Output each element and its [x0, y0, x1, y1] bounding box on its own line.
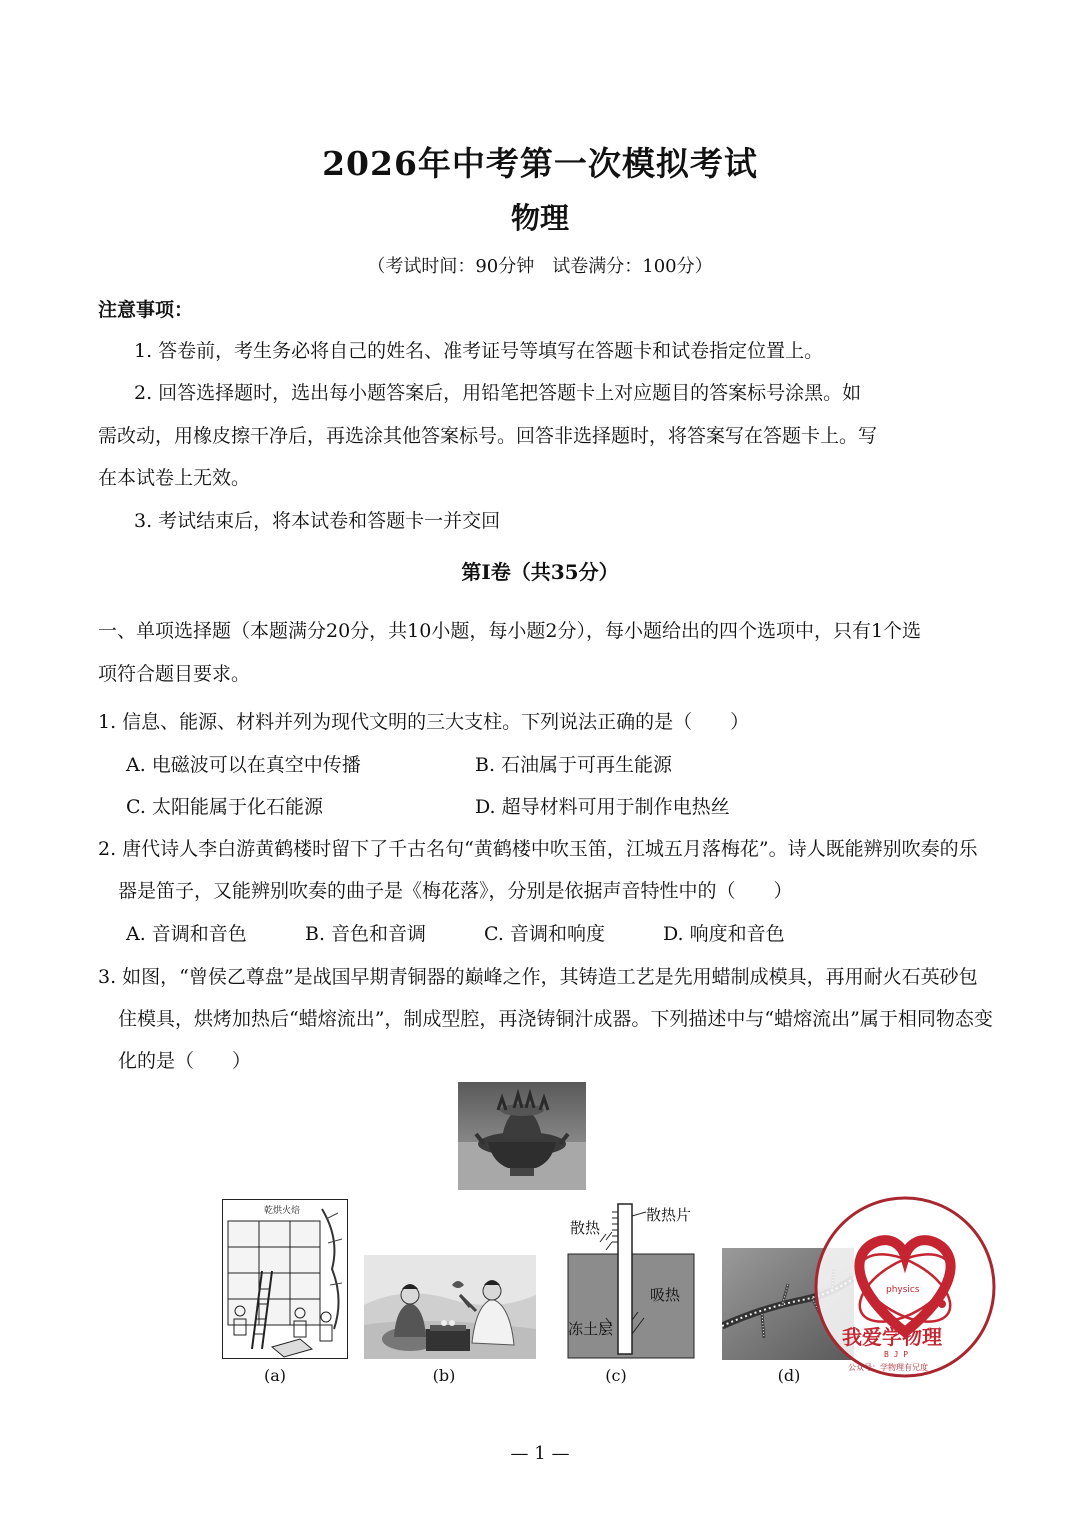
figure-c-caption: (c) [605, 1366, 627, 1385]
label-heat-sink: 散热片 [646, 1206, 692, 1224]
bronze-vessel-photo [458, 1082, 586, 1190]
exam-title: 2026年中考第一次模拟考试 [322, 144, 758, 183]
watermark-physics: physics [886, 1285, 920, 1295]
figure-c-diagram [566, 1200, 696, 1360]
section-heading: 第I卷（共35分） [461, 560, 619, 584]
notice-line-2: 2. 回答选择题时，选出每小题答案后，用铅笔把答题卡上对应题目的答案标号涂黑。如 [134, 382, 862, 404]
exam-subject: 物理 [510, 201, 569, 235]
q3-stem-1: 3. 如图，“曾侯乙尊盘”是战国早期青铜器的巅峰之作，其铸造工艺是先用蜡制成模具，再用耐火石英砂包 [98, 966, 978, 988]
q1-option-a: A. 电磁波可以在真空中传播 [126, 754, 361, 776]
q2-option-d: D. 响度和音色 [663, 923, 785, 945]
watermark-seal [814, 1196, 996, 1378]
q1-option-c: C. 太阳能属于化石能源 [126, 796, 323, 818]
figure-a-woodcut [222, 1199, 348, 1359]
watermark-name: 我爱学物理 [842, 1325, 942, 1349]
figure-d-caption: (d) [777, 1366, 801, 1385]
notice-heading: 注意事项： [98, 299, 194, 321]
label-heat-absorb: 吸热 [650, 1286, 681, 1304]
q2-stem-1: 2. 唐代诗人李白游黄鹤楼时留下了千古名句“黄鹤楼中吹玉笛，江城五月落梅花”。诗人既能辨别吹奏的乐 [98, 838, 978, 860]
exam-meta: （考试时间：90分钟 试卷满分：100分） [367, 256, 713, 277]
q1-stem: 1. 信息、能源、材料并列为现代文明的三大支柱。下列说法正确的是（ ） [98, 711, 750, 733]
q2-stem-2: 器是笛子，又能辨别吹奏的曲子是《梅花落》，分别是依据声音特性中的（ ） [118, 880, 793, 902]
figure-b-illustration [364, 1255, 536, 1359]
label-heat-release: 散热 [570, 1219, 601, 1237]
q3-stem-3: 化的是（ ） [118, 1050, 252, 1072]
q2-option-c: C. 音调和响度 [484, 923, 605, 945]
part-one-line-1: 一、单项选择题（本题满分20分，共10小题，每小题2分），每小题给出的四个选项中，只有1个选 [98, 620, 922, 642]
part-one-line-2: 项符合题目要求。 [98, 663, 251, 685]
notice-line-4: 在本试卷上无效。 [98, 467, 251, 489]
notice-line-3: 需改动，用橡皮擦干净后，再选涂其他答案标号。回答非选择题时，将答案写在答题卡上。写 [98, 425, 878, 447]
label-permafrost: 冻土层 [568, 1320, 614, 1338]
notice-line-5: 3. 考试结束后，将本试卷和答题卡一并交回 [134, 510, 501, 532]
watermark-sub: 公众号：学物理有兄度 [848, 1363, 928, 1372]
q2-option-b: B. 音色和音调 [305, 923, 427, 945]
watermark-code: B J P [884, 1350, 909, 1359]
page-number: — 1 — [510, 1443, 570, 1464]
notice-line-1: 1. 答卷前，考生务必将自己的姓名、准考证号等填写在答题卡和试卷指定位置上。 [134, 340, 824, 362]
figure-a-banner: 乾烘火焙 [264, 1206, 301, 1216]
q1-option-b: B. 石油属于可再生能源 [475, 754, 673, 776]
q2-option-a: A. 音调和音色 [126, 923, 247, 945]
q3-stem-2: 住模具，烘烤加热后“蜡熔流出”，制成型腔，再浇铸铜汁成器。下列描述中与“蜡熔流出”属于相同物态变 [118, 1008, 993, 1030]
q1-option-d: D. 超导材料可用于制作电热丝 [475, 796, 730, 818]
figure-a-caption: (a) [263, 1366, 287, 1385]
figure-b-caption: (b) [432, 1366, 456, 1385]
